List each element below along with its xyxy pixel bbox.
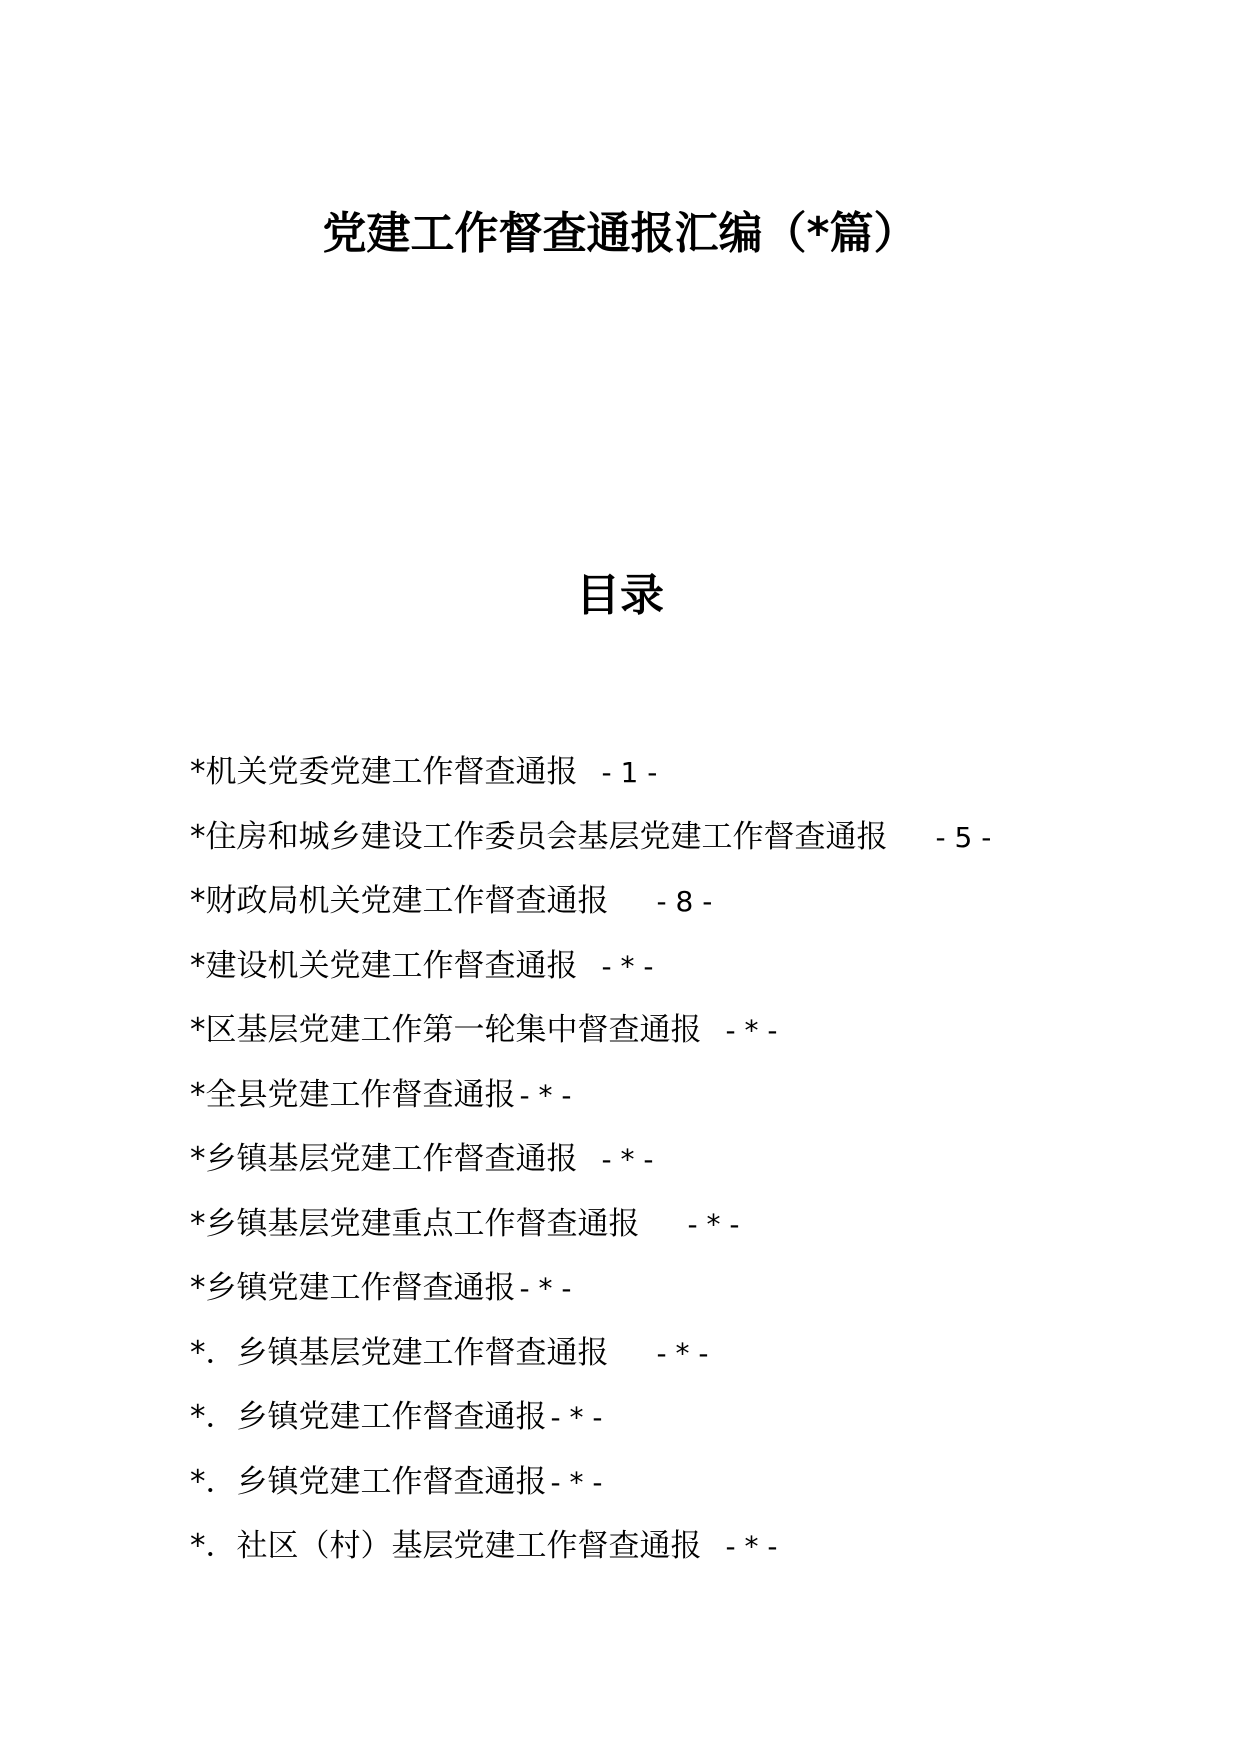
- toc-entry[interactable]: [190, 946, 1190, 1011]
- toc-entry-page: - 5 -: [935, 820, 992, 854]
- toc-entry-page: - * -: [687, 1207, 740, 1241]
- toc-entry[interactable]: [190, 1075, 1190, 1140]
- toc-entry-title: *区基层党建工作第一轮集中督查通报: [190, 1012, 702, 1048]
- toc-entry-page: - * -: [550, 1401, 603, 1434]
- toc-entry-title: *乡镇基层党建工作督查通报: [190, 1141, 578, 1177]
- toc-entry[interactable]: [190, 1204, 1190, 1269]
- toc-entry-page: - * -: [725, 1530, 778, 1563]
- toc-entry[interactable]: [190, 1268, 1190, 1333]
- toc-entry-title: *．社区（村）基层党建工作督查通报: [190, 1528, 702, 1564]
- toc-entry[interactable]: [190, 1462, 1190, 1527]
- toc-entry[interactable]: [190, 1526, 1190, 1591]
- toc-entry-title: *住房和城乡建设工作委员会基层党建工作督查通报: [190, 818, 888, 855]
- toc-entry-page: - 8 -: [656, 885, 713, 918]
- toc-entry-page: - * -: [550, 1465, 603, 1499]
- toc-entry[interactable]: [190, 1397, 1190, 1462]
- toc-entry[interactable]: [190, 881, 1190, 946]
- toc-entry[interactable]: [190, 1333, 1190, 1398]
- toc-entry-page: - * -: [601, 949, 654, 983]
- toc-entry[interactable]: [190, 817, 1190, 882]
- toc-entry-title: *建设机关党建工作督查通报: [190, 947, 578, 984]
- toc-entry-title: *乡镇基层党建重点工作督查通报: [190, 1205, 640, 1242]
- toc-entry-page: - * -: [725, 1014, 778, 1047]
- toc-entry-title: *．乡镇党建工作督查通报: [190, 1463, 547, 1500]
- document-title: 党建工作督查通报汇编（*篇）: [322, 208, 918, 259]
- toc-entry-title: *全县党建工作督查通报: [190, 1076, 516, 1113]
- toc-entry-page: - * -: [656, 1336, 709, 1370]
- toc-entry-title: *财政局机关党建工作督查通报: [190, 883, 609, 919]
- toc-entry-page: - * -: [519, 1078, 572, 1112]
- toc-entry-page: - 1 -: [601, 756, 658, 789]
- toc-entry[interactable]: [190, 1010, 1190, 1075]
- toc-entry-title: *．乡镇基层党建工作督查通报: [190, 1334, 609, 1371]
- toc-entry-title: *乡镇党建工作督查通报: [190, 1270, 516, 1306]
- toc-entry-title: *．乡镇党建工作督查通报: [190, 1399, 547, 1435]
- toc-entry[interactable]: [190, 1139, 1190, 1204]
- toc-entry-page: - * -: [601, 1143, 654, 1176]
- toc-entry-page: - * -: [519, 1272, 572, 1305]
- toc-entry-title: *机关党委党建工作督查通报: [190, 754, 578, 790]
- toc-heading: 目录: [576, 570, 664, 621]
- toc-entry[interactable]: [190, 752, 1190, 817]
- table-of-contents: [190, 752, 1190, 1591]
